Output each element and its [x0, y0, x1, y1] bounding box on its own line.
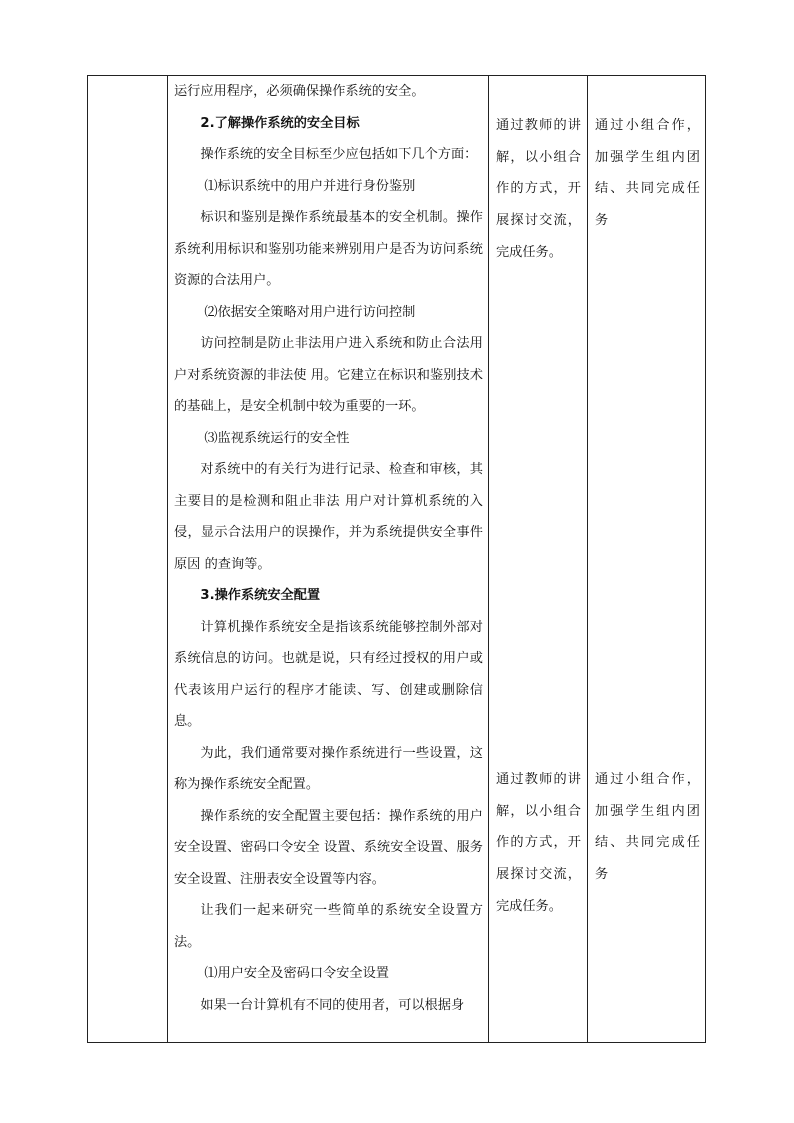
design-intent-text: 通过小组合作，加强学生组内团结、共同完成任务	[595, 118, 700, 229]
content-paragraph: 访问控制是防止非法用户进入系统和防止合法用户对系统资源的非法使 用。它建立在标识和鉴别技术的基础上，是安全机制中较为重要的一环。	[174, 336, 483, 414]
design-intent-cell-2	[588, 764, 706, 891]
section-heading: 2.了解操作系统的安全目标	[200, 115, 360, 131]
content-paragraph: 计算机操作系统安全是指该系统能够控制外部对系统信息的访问。也就是说，只有经过授权的用户或代表该用户运行的程序才能读、写、创建或删除信息。	[174, 619, 483, 729]
content-paragraph: 对系统中的有关行为进行记录、检查和审核，其主要目的是检测和阻止非法 用户对计算机系统的入侵，显示合法用户的误操作，并为系统提供安全事件原因 的查询等。	[174, 462, 483, 572]
subsection-title: ⑵依据安全策略对用户进行访问控制	[204, 304, 416, 320]
subsection-title: ⑴用户安全及密码口令安全设置	[204, 966, 389, 981]
design-intent-cell-1	[588, 110, 706, 237]
lesson-plan-table	[87, 75, 706, 1043]
content-paragraph: 让我们一起来研究一些简单的系统安全设置方法。	[174, 903, 483, 950]
content-paragraph: 为此，我们通常要对操作系统进行一些设置，这称为操作系统安全配置。	[174, 745, 483, 792]
design-intent-text: 通过小组合作，加强学生组内团结、共同完成任务	[595, 772, 700, 883]
teacher-activity-cell-1	[489, 110, 587, 269]
content-paragraph: 标识和鉴别是操作系统最基本的安全机制。操作系统利用标识和鉴别功能来辨别用户是否为访问系统资源的合法用户。	[174, 210, 483, 288]
content-paragraph: 操作系统的安全目标至少应包括如下几个方面：	[200, 147, 478, 162]
teacher-activity-cell-2	[489, 764, 587, 923]
content-paragraph: 如果一台计算机有不同的使用者，可以根据身	[200, 997, 465, 1013]
teaching-content-column	[168, 76, 489, 1042]
teacher-activity-text: 通过教师的讲解，以小组合作的方式，开展探讨交流，完成任务。	[496, 118, 581, 260]
section-heading: 3.操作系统安全配置	[200, 588, 321, 603]
subsection-title: ⑶监视系统运行的安全性	[204, 430, 350, 446]
teacher-activity-text: 通过教师的讲解，以小组合作的方式，开展探讨交流，完成任务。	[496, 772, 581, 914]
content-paragraph: 运行应用程序，必须确保操作系统的安全。	[174, 84, 425, 99]
subsection-title: ⑴标识系统中的用户并进行身份鉴别	[204, 178, 416, 194]
content-paragraph: 操作系统的安全配置主要包括：操作系统的用户安全设置、密码口令安全 设置、系统安全设置、服务安全设置、注册表安全设置等内容。	[174, 808, 483, 887]
